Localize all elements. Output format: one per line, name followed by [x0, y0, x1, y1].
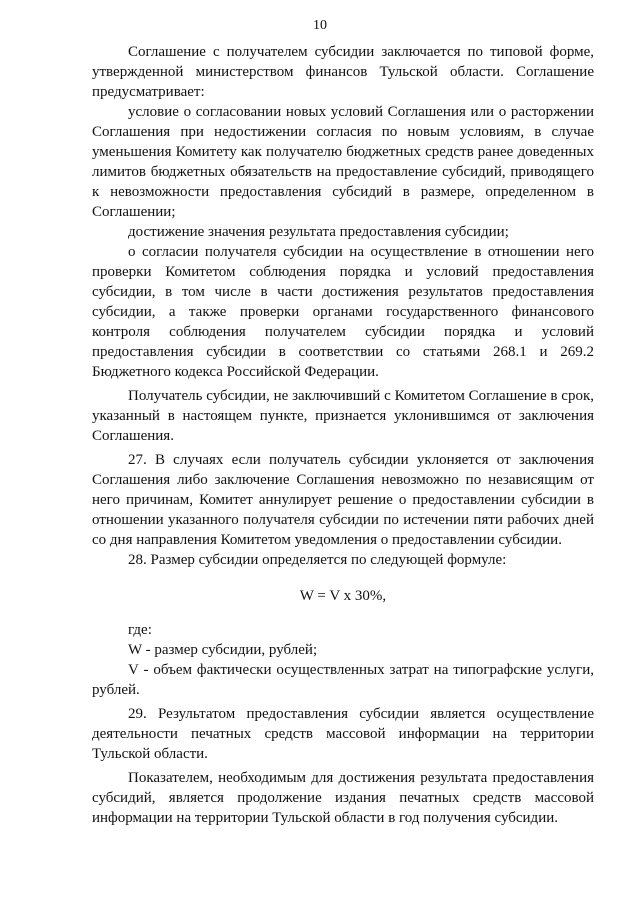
page-number: 10 — [313, 18, 327, 33]
document-body — [92, 42, 594, 828]
paragraph-29: 29. Результатом предоставления субсидии является осуществление деятельности печатных средств массовой информации на территории Тульской области. — [92, 706, 594, 762]
paragraph-result-achievement: достижение значения результата предоставления субсидии; — [128, 224, 509, 240]
paragraph-28: 28. Размер субсидии определяется по следующей формуле: — [128, 552, 507, 568]
paragraph-condition-new-terms: условие о согласовании новых условий Соглашения или о расторжении Соглашения при недостижении согласия по новым условиям, в случае уменьшения Комитету как получателю бюджетных средств ранее доведенных лимитов бюджетных обязательств на предоставление субсидий, приводящего к невозможности предоставления субсидий в размере, определенном в Соглашении; — [92, 104, 594, 220]
definition-v: V - объем фактически осуществленных затрат на типографские услуги, рублей. — [92, 662, 594, 698]
where-label: где: — [128, 622, 152, 638]
paragraph-agreement-intro: Соглашение с получателем субсидии заключается по типовой форме, утвержденной министерством финансов Тульской области. Соглашение предусматривает: — [92, 44, 594, 100]
definition-w: W - размер субсидии, рублей; — [128, 642, 318, 658]
paragraph-indicator: Показателем, необходимым для достижения результата предоставления субсидий, является продолжение издания печатных средств массовой информации на территории Тульской области в год получения субсидии. — [92, 770, 594, 826]
paragraph-consent-inspection: о согласии получателя субсидии на осуществление в отношении него проверки Комитетом соблюдения порядка и условий предоставления субсидии, в том числе в части достижения результатов предоставления субсидии, а также проверки органами государственного финансового контроля соблюдения получателем субсидии порядка и условий предоставления субсидии в соответствии со статьями 268.1 и 269.2 Бюджетного кодекса Российской Федерации. — [92, 244, 594, 380]
paragraph-27: 27. В случаях если получатель субсидии уклоняется от заключения Соглашения либо заключение Соглашения невозможно по независящим от него причинам, Комитет аннулирует решение о предоставлении субсидии в отношении указанного получателя субсидии по истечении пяти рабочих дней со дня направления Комитетом уведомления о предоставлении субсидии. — [92, 452, 594, 548]
paragraph-evasion: Получатель субсидии, не заключивший с Комитетом Соглашение в срок, указанный в настоящем пункте, признается уклонившимся от заключения Соглашения. — [92, 388, 594, 444]
subsidy-formula: W = V x 30%, — [299, 588, 387, 604]
